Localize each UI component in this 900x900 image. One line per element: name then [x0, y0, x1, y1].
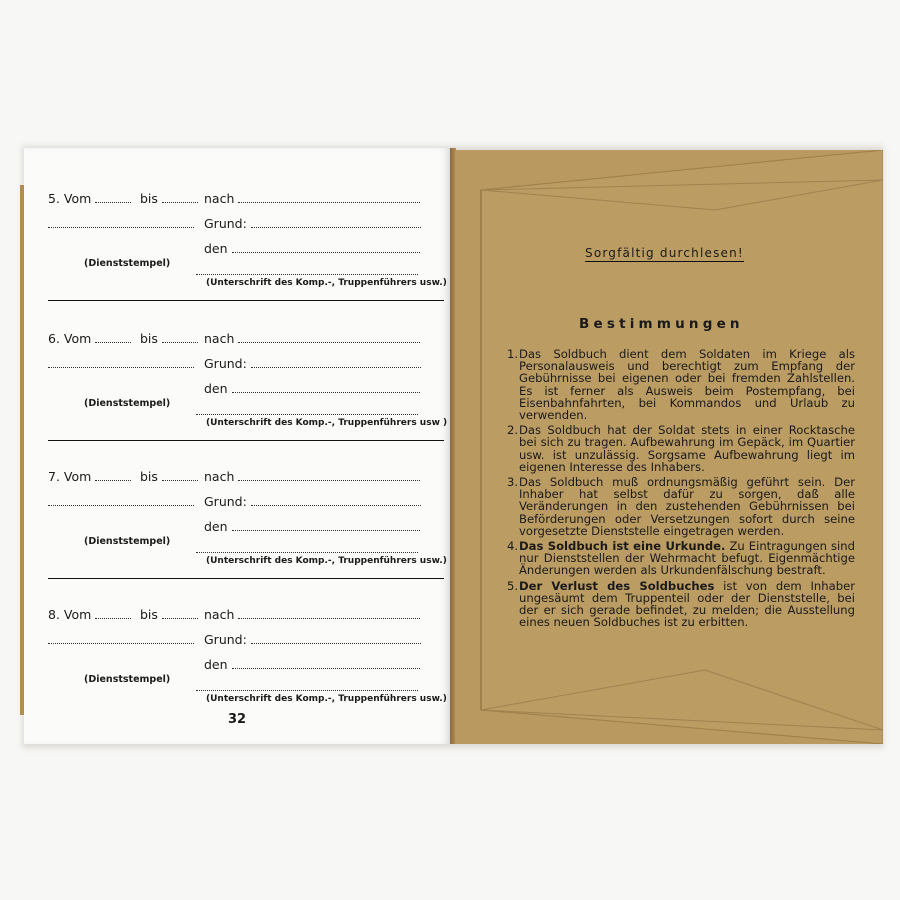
entry-number: 8.	[48, 607, 60, 622]
regulation-text: Zu Eintragungen sind nur Dienststellen der Wehrmacht befugt. Eigenmächtige Änderungen werden als Urkundenfälschung bestraft.	[519, 539, 855, 578]
regulation-number: 5.	[507, 578, 519, 593]
regulation-number: 2.	[507, 423, 519, 438]
nach-field[interactable]	[238, 332, 420, 343]
regulation-text: Das Soldbuch hat der Soldat stets in einer Rocktasche bei sich zu tragen. Aufbewahrung im Gepäck, im Quartier usw. ist unzulässig. Sorgsame Aufbewahrung liegt im eigenen Interesse des Inhabers.	[519, 423, 855, 474]
grund-label: Grund:	[204, 632, 247, 647]
nach-field[interactable]	[238, 470, 420, 481]
bis-field[interactable]	[162, 470, 198, 481]
regulation-item	[507, 424, 855, 473]
entry-number: 5.	[48, 191, 60, 206]
bis-field[interactable]	[162, 192, 198, 203]
nach-field[interactable]	[238, 608, 420, 619]
regulation-item	[507, 580, 855, 629]
bis-field[interactable]	[162, 332, 198, 343]
regulation-number: 3.	[507, 475, 519, 490]
bis-label: bis	[140, 607, 158, 622]
vom-label: Vom	[63, 607, 92, 622]
den-label: den	[204, 657, 228, 672]
den-field[interactable]	[232, 382, 420, 393]
regulation-number: 4.	[507, 539, 519, 554]
vom-label: Vom	[63, 331, 92, 346]
den-label: den	[204, 519, 228, 534]
page-number: 32	[228, 712, 247, 727]
dienststempel-label: (Dienststempel)	[84, 258, 171, 269]
grund-field[interactable]	[251, 495, 421, 506]
bestimmungen-title: Bestimmungen	[579, 316, 744, 332]
den-label: den	[204, 381, 228, 396]
vom-label: Vom	[63, 191, 92, 206]
grund-label: Grund:	[204, 216, 247, 231]
regulation-item	[507, 540, 855, 577]
signature-label: (Unterschrift des Komp.-, Truppenführers usw.)	[206, 278, 447, 288]
vom-label: Vom	[63, 469, 92, 484]
regulation-text: Das Soldbuch muß ordnungsmäßig geführt sein. Der Inhaber hat selbst dafür zu sorgen, daß alle Veränderungen in den zustehenden Gebührnissen bei Beförderungen oder Versetzungen sofort durch seine vorgesetzte Dienststelle eingetragen werden.	[519, 475, 855, 538]
den-field[interactable]	[232, 520, 420, 531]
bis-label: bis	[140, 191, 158, 206]
leave-entry-7	[24, 464, 450, 604]
grund-label: Grund:	[204, 494, 247, 509]
right-page-cover	[455, 150, 883, 744]
vom-field[interactable]	[95, 192, 131, 203]
left-page	[24, 148, 451, 744]
vom-field[interactable]	[95, 470, 131, 481]
vom-field[interactable]	[95, 332, 131, 343]
vom-field[interactable]	[95, 608, 131, 619]
nach-label: nach	[204, 607, 235, 622]
grund-field[interactable]	[251, 217, 421, 228]
read-carefully-heading: Sorgfältig durchlesen!	[585, 246, 744, 260]
bis-label: bis	[140, 469, 158, 484]
nach-label: nach	[204, 191, 235, 206]
regulation-item	[507, 476, 855, 537]
signature-field[interactable]	[196, 404, 418, 415]
nach-field[interactable]	[238, 192, 420, 203]
den-field[interactable]	[232, 242, 420, 253]
regulations-list	[507, 348, 855, 631]
regulation-text: ist von dem Inhaber ungesäumt dem Truppenteil oder der Dienststelle, bei der er sich gerade befindet, zu melden; die Ausstellung eines neuen Soldbuches ist zu erbitten.	[519, 578, 855, 630]
entry-number: 6.	[48, 331, 60, 346]
regulation-text: Das Soldbuch dient dem Soldaten im Kriege als Personalausweis und berechtigt zum Empfang der Gebührnisse bei eigenen oder bei fremden Zahlstellen. Es ist ferner als Ausweis beim Postempfang, bei Eisenbahnfahrten, bei Kommandos und Urlaub zu verwenden.	[519, 347, 855, 423]
entry-divider	[48, 440, 444, 441]
dienststempel-label: (Dienststempel)	[84, 398, 171, 409]
nach-label: nach	[204, 331, 235, 346]
dienststempel-label: (Dienststempel)	[84, 536, 171, 547]
signature-field[interactable]	[196, 680, 418, 691]
grund-field[interactable]	[251, 357, 421, 368]
dienststempel-label: (Dienststempel)	[84, 674, 171, 685]
den-label: den	[204, 241, 228, 256]
signature-label: (Unterschrift des Komp.-, Truppenführers usw )	[206, 418, 448, 428]
entry-divider	[48, 578, 444, 579]
grund-left-field[interactable]	[48, 357, 194, 368]
grund-left-field[interactable]	[48, 633, 194, 644]
signature-field[interactable]	[196, 264, 418, 275]
grund-label: Grund:	[204, 356, 247, 371]
signature-label: (Unterschrift des Komp.-, Truppenführers usw.)	[206, 556, 447, 566]
signature-field[interactable]	[196, 542, 418, 553]
leave-entry-6	[24, 326, 450, 466]
regulation-item	[507, 348, 855, 421]
regulation-number: 1.	[507, 347, 519, 361]
nach-label: nach	[204, 469, 235, 484]
grund-left-field[interactable]	[48, 495, 194, 506]
grund-left-field[interactable]	[48, 217, 194, 228]
bis-field[interactable]	[162, 608, 198, 619]
leave-entry-5	[24, 186, 450, 326]
entry-divider	[48, 300, 444, 301]
bis-label: bis	[140, 331, 158, 346]
entry-number: 7.	[48, 469, 60, 484]
regulation-bold-text: Das Soldbuch ist eine Urkunde.	[519, 539, 726, 554]
signature-label: (Unterschrift des Komp.-, Truppenführers usw.)	[206, 694, 447, 704]
regulation-bold-text: Der Verlust des Soldbuches	[519, 578, 715, 593]
grund-field[interactable]	[251, 633, 421, 644]
den-field[interactable]	[232, 658, 420, 669]
